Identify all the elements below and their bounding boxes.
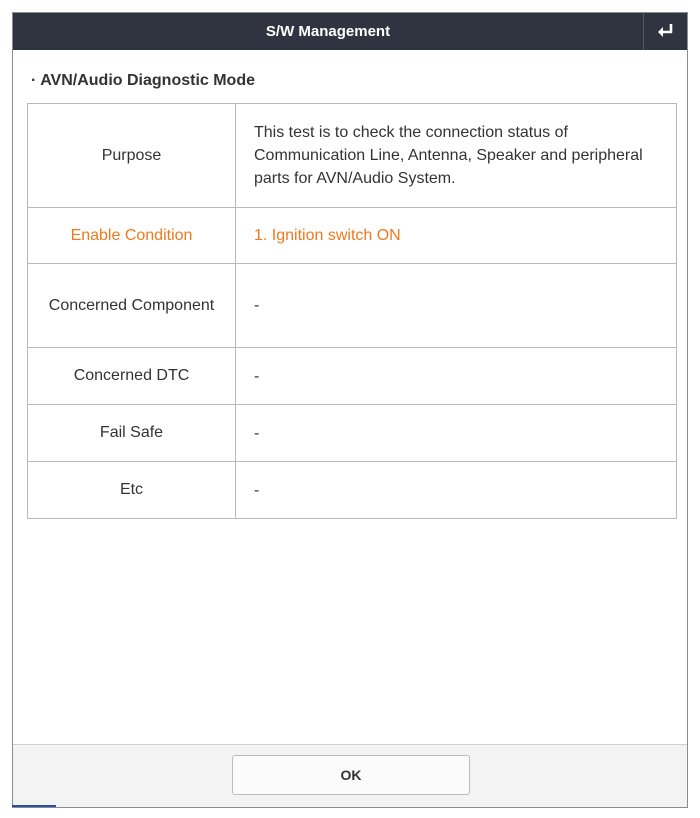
row-label-fail-safe: Fail Safe <box>28 405 236 462</box>
table-row <box>28 405 677 462</box>
row-value-enable-condition: 1. Ignition switch ON <box>236 208 677 264</box>
row-value-purpose: This test is to check the connection status of Communication Line, Antenna, Speaker and peripheral parts for AVN/Audio System. <box>236 104 677 208</box>
return-button[interactable] <box>643 13 687 50</box>
section-title-text: AVN/Audio Diagnostic Mode <box>40 72 255 89</box>
ok-button[interactable]: OK <box>232 755 470 795</box>
section-title <box>31 72 255 90</box>
return-arrow-icon <box>656 23 676 41</box>
row-value-fail-safe: - <box>236 405 677 462</box>
section-bullet: · <box>31 72 37 89</box>
sw-management-dialog <box>12 12 688 808</box>
dialog-footer <box>13 744 687 807</box>
corner-accent-line <box>12 805 56 807</box>
table-row <box>28 208 677 264</box>
row-value-concerned-component: - <box>236 264 677 348</box>
row-label-etc: Etc <box>28 462 236 519</box>
row-label-enable-condition: Enable Condition <box>28 208 236 264</box>
row-value-etc: - <box>236 462 677 519</box>
table-row <box>28 348 677 405</box>
row-label-purpose: Purpose <box>28 104 236 208</box>
table-row <box>28 462 677 519</box>
row-value-concerned-dtc: - <box>236 348 677 405</box>
dialog-title: S/W Management <box>265 23 391 40</box>
table-row <box>28 264 677 348</box>
title-bar <box>13 13 687 50</box>
row-label-concerned-dtc: Concerned DTC <box>28 348 236 405</box>
diagnostic-info-table <box>27 103 677 519</box>
row-label-concerned-component: Concerned Component <box>28 264 236 348</box>
table-row <box>28 104 677 208</box>
